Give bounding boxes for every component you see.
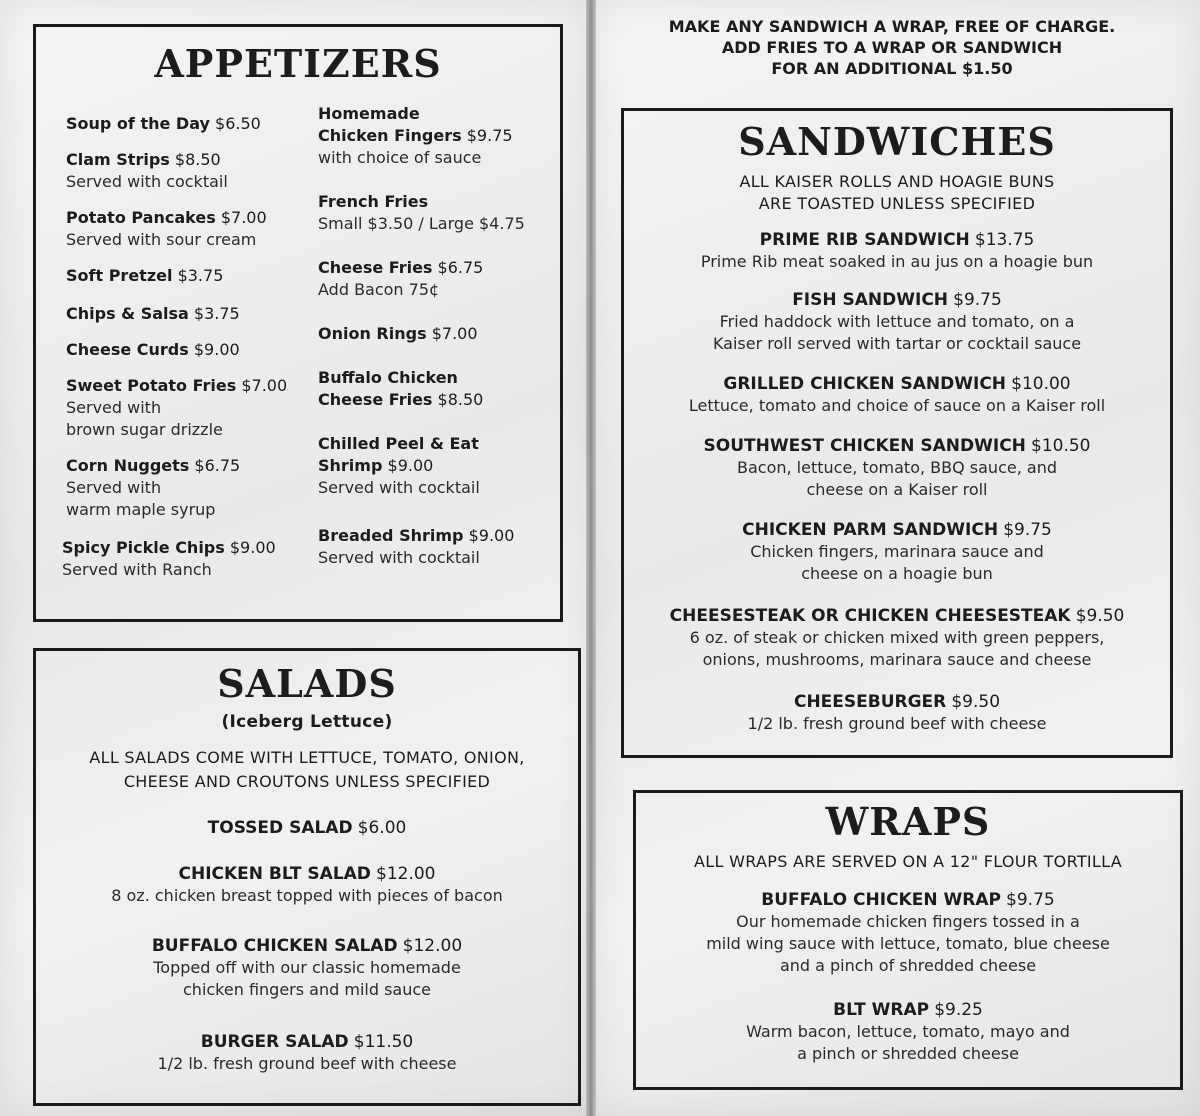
menu-item: CHICKEN PARM SANDWICH $9.75 Chicken fingers, marinara sauce and cheese on a hoagie bun (742, 520, 1052, 583)
wraps-note: ALL WRAPS ARE SERVED ON A 12" FLOUR TORTILLA (694, 852, 1122, 871)
menu-item: BUFFALO CHICKEN SALAD $12.00 Topped off with our classic homemade chicken fingers and mild sauce (151, 936, 463, 999)
menu-item: TOSSED SALAD $6.00 (207, 818, 407, 838)
menu-item: SOUTHWEST CHICKEN SANDWICH $10.50 Bacon, lettuce, tomato, BBQ sauce, and cheese on a Kaiser roll (703, 436, 1091, 499)
menu-item: FISH SANDWICH $9.75 Fried haddock with lettuce and tomato, on a Kaiser roll served with tartar or cocktail sauce (712, 290, 1082, 353)
menu-item: BLT WRAP $9.25 Warm bacon, lettuce, tomato, mayo and a pinch or shredded cheese (746, 1000, 1070, 1063)
menu-item: Chips & Salsa $3.75 (66, 304, 240, 323)
page-fold (586, 0, 596, 1116)
appetizers-title: APPETIZERS (154, 41, 442, 86)
menu-item: Potato Pancakes $7.00 Served with sour cream (66, 208, 267, 249)
wraps-section (633, 790, 1183, 1090)
menu-item: Chilled Peel & Eat Shrimp $9.00 Served with cocktail (318, 434, 480, 497)
sandwiches-note-line1: ALL KAISER ROLLS AND HOAGIE BUNS (739, 172, 1055, 191)
sandwiches-section (621, 108, 1173, 758)
menu-item: Cheese Curds $9.00 (66, 340, 240, 359)
menu-item: Homemade Chicken Fingers $9.75 with choice of sauce (318, 104, 513, 167)
menu-item: Onion Rings $7.00 (318, 324, 478, 343)
menu-item: BUFFALO CHICKEN WRAP $9.75 Our homemade chicken fingers tossed in a mild wing sauce with lettuce, tomato, blue cheese and a pinch of shredded cheese (706, 890, 1110, 975)
menu-item: PRIME RIB SANDWICH $13.75 Prime Rib meat soaked in au jus on a hoagie bun (700, 230, 1094, 271)
menu-item: French Fries Small $3.50 / Large $4.75 (318, 192, 525, 233)
salads-subtitle: (Iceberg Lettuce) (221, 712, 393, 732)
menu-item: GRILLED CHICKEN SANDWICH $10.00 Lettuce, tomato and choice of sauce on a Kaiser roll (688, 374, 1106, 415)
salads-note-line2: CHEESE AND CROUTONS UNLESS SPECIFIED (123, 772, 491, 791)
menu-item: CHEESESTEAK OR CHICKEN CHEESESTEAK $9.50 6 oz. of steak or chicken mixed with green peppers, onions, mushrooms, marinara sauce and cheese (669, 606, 1125, 669)
menu-item: Soft Pretzel $3.75 (66, 266, 224, 285)
wraps-title: WRAPS (825, 799, 991, 844)
menu-item: Cheese Fries $6.75 Add Bacon 75¢ (318, 258, 484, 299)
menu-item: CHEESEBURGER $9.50 1/2 lb. fresh ground beef with cheese (747, 692, 1047, 733)
salads-section (33, 648, 581, 1106)
sandwiches-note-line2: ARE TOASTED UNLESS SPECIFIED (758, 194, 1036, 213)
menu-item: Buffalo Chicken Cheese Fries $8.50 (318, 368, 484, 409)
menu-item: CHICKEN BLT SALAD $12.00 8 oz. chicken breast topped with pieces of bacon (111, 864, 503, 905)
sandwich-wrap-banner: MAKE ANY SANDWICH A WRAP, FREE OF CHARGE. ADD FRIES TO A WRAP OR SANDWICH FOR AN ADDITIONAL $1.50 (668, 17, 1116, 78)
salads-title: SALADS (217, 661, 397, 706)
menu-item: Breaded Shrimp $9.00 Served with cocktail (318, 526, 515, 567)
menu-item: Clam Strips $8.50 Served with cocktail (66, 150, 228, 191)
menu-item: Spicy Pickle Chips $9.00 Served with Ranch (62, 538, 276, 579)
appetizers-section (33, 24, 563, 622)
menu-item: Corn Nuggets $6.75 Served with warm maple syrup (66, 456, 241, 519)
menu-item: Soup of the Day $6.50 (66, 114, 261, 133)
menu-item: BURGER SALAD $11.50 1/2 lb. fresh ground beef with cheese (157, 1032, 457, 1073)
menu-item: Sweet Potato Fries $7.00 Served with brown sugar drizzle (66, 376, 288, 439)
sandwiches-title: SANDWICHES (738, 119, 1056, 164)
salads-note-line1: ALL SALADS COME WITH LETTUCE, TOMATO, ONION, (89, 748, 525, 767)
